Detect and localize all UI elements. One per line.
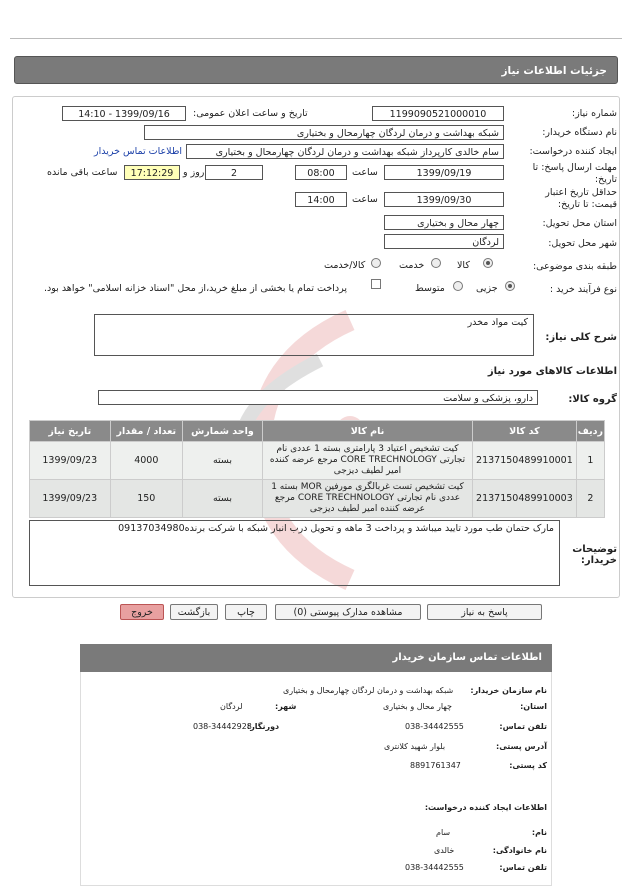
province-label: استان محل تحویل: <box>542 218 617 229</box>
cell-row-num: 1 <box>576 442 604 480</box>
table-header-row <box>30 421 605 442</box>
creator-info-title: اطلاعات ایجاد کننده درخواست: <box>424 803 547 812</box>
summary-field: کیت مواد مخدر <box>94 314 534 356</box>
validity-label-1: حداقل تاریخ اعتبار <box>545 187 617 198</box>
header-code: کد کالا <box>473 421 577 442</box>
goods-group-label: گروه کالا: <box>568 394 617 405</box>
contact-province-label: استان: <box>520 702 547 711</box>
creator-label: ایجاد کننده درخواست: <box>529 146 617 157</box>
process-partial-radio[interactable] <box>505 281 515 291</box>
cell-name: کیت تشخیص اعتیاد 3 پارامتری بسته 1 عددی نام تجارتی CORE TRECHNOLOGY مرجع عرضه کننده امیر لطیف دیزجی <box>262 442 472 480</box>
notes-field: مارک حتمان طب مورد تایید میباشد و پرداخت 3 ماهه و تحویل درب انبار شبکه با شرکت برنده09137034980 <box>29 520 560 586</box>
city-label: شهر محل تحویل: <box>548 238 617 249</box>
buyer-contact-link[interactable]: اطلاعات تماس خریدار <box>94 146 183 157</box>
remaining-time-field: 17:12:29 <box>124 165 180 180</box>
contact-phone-value: 038-34442555 <box>405 722 464 731</box>
category-service-radio[interactable] <box>431 258 441 268</box>
cell-date: 1399/09/23 <box>30 442 111 480</box>
contact-phone-label: تلفن تماس: <box>499 722 547 731</box>
header-name: نام کالا <box>262 421 472 442</box>
need-number-field: 1199090521000010 <box>372 106 504 121</box>
validity-time-field: 14:00 <box>295 192 347 207</box>
creator-field: سام خالدی کارپرداز شبکه بهداشت و درمان لردگان چهارمحال و بختیاری <box>186 144 504 159</box>
contact-address-value: بلوار شهید کلانتری <box>384 742 446 751</box>
goods-group-field: دارو، پزشکی و سلامت <box>98 390 538 405</box>
category-both-radio[interactable] <box>371 258 381 268</box>
reply-date-field: 1399/09/19 <box>384 165 504 180</box>
validity-time-label: ساعت <box>352 194 378 205</box>
cell-date: 1399/09/23 <box>30 480 111 518</box>
announce-field: 1399/09/16 - 14:10 <box>62 106 186 121</box>
days-field: 2 <box>205 165 263 180</box>
cell-name: کیت تشخیص تست غربالگری مورفین MOR بسته 1 عددی نام تجارتی CORE TRECHNOLOGY مرجع عرضه کننده امیر لطیف دیزجی <box>262 480 472 518</box>
back-button[interactable]: بازگشت <box>170 604 218 620</box>
header-date: تاریخ نیاز <box>30 421 111 442</box>
table-row <box>30 480 605 518</box>
cell-code: 2137150489910001 <box>473 442 577 480</box>
cell-unit: بسته <box>183 480 263 518</box>
cell-qty: 150 <box>110 480 183 518</box>
contact-city-label: شهر: <box>275 702 297 711</box>
contact-fax-label: دورنگار: <box>247 722 280 731</box>
process-medium-radio[interactable] <box>453 281 463 291</box>
process-partial-label: جزیی <box>476 283 498 294</box>
category-both-label: کالا/خدمت <box>324 260 366 271</box>
contact-address-label: آدرس پستی: <box>496 742 547 751</box>
top-divider <box>10 38 622 39</box>
contact-org-label: نام سازمان خریدار: <box>470 686 547 695</box>
days-label: روز و <box>183 167 205 178</box>
summary-label: شرح کلی نیاز: <box>545 332 617 343</box>
attachments-button[interactable]: مشاهده مدارک پیوستی (0) <box>275 604 421 620</box>
payment-note: پرداخت تمام یا بخشی از مبلغ خرید،از محل "اسناد خزانه اسلامی" خواهد بود. <box>44 283 347 294</box>
header-row-num: ردیف <box>576 421 604 442</box>
reply-time-label: ساعت <box>352 167 378 178</box>
category-goods-label: کالا <box>457 260 470 271</box>
reply-deadline-label-2: تاریخ: <box>594 174 617 185</box>
cell-row-num: 2 <box>576 480 604 518</box>
process-label: نوع فرآیند خرید : <box>549 284 617 295</box>
reply-time-field: 08:00 <box>295 165 347 180</box>
reply-button[interactable]: پاسخ به نیاز <box>427 604 542 620</box>
buyer-org-label: نام دستگاه خریدار: <box>542 127 617 138</box>
contact-province-value: چهار محال و بختیاری <box>383 702 452 711</box>
city-field: لردگان <box>384 234 504 249</box>
cell-unit: بسته <box>183 442 263 480</box>
category-service-label: خدمت <box>399 260 425 271</box>
notes-label: توضیحات خریدار: <box>572 544 617 566</box>
creator-phone-value: 038-34442555 <box>405 863 464 872</box>
exit-button[interactable]: خروج <box>120 604 164 620</box>
treasury-checkbox[interactable] <box>371 279 381 289</box>
announce-label: تاریخ و ساعت اعلان عمومی: <box>193 108 308 119</box>
contact-card <box>80 644 552 886</box>
goods-info-title: اطلاعات کالاهای مورد نیاز <box>487 366 617 377</box>
need-number-label: شماره نیاز: <box>571 108 617 119</box>
items-table <box>29 420 605 518</box>
province-field: چهار محال و بختیاری <box>384 215 504 230</box>
header-unit: واحد شمارش <box>183 421 263 442</box>
contact-card-title: اطلاعات تماس سازمان خریدار <box>80 644 552 672</box>
creator-family-value: خالدی <box>434 846 455 855</box>
buyer-org-field: شبکه بهداشت و درمان لردگان چهارمحال و بختیاری <box>144 125 504 140</box>
contact-city-value: لردگان <box>220 702 243 711</box>
reply-deadline-label-1: مهلت ارسال پاسخ: تا <box>532 162 617 173</box>
page-header: جزئیات اطلاعات نیاز <box>14 56 618 84</box>
category-goods-radio[interactable] <box>483 258 493 268</box>
table-row <box>30 442 605 480</box>
remaining-label: ساعت باقی مانده <box>47 167 118 178</box>
contact-org-value: شبکه بهداشت و درمان لردگان چهارمحال و بختیاری <box>283 686 454 695</box>
creator-name-value: سام <box>436 828 451 837</box>
contact-postal-label: کد پستی: <box>509 761 547 770</box>
contact-fax-value: 038-34442928 <box>193 722 252 731</box>
cell-code: 2137150489910003 <box>473 480 577 518</box>
validity-date-field: 1399/09/30 <box>384 192 504 207</box>
cell-qty: 4000 <box>110 442 183 480</box>
header-qty: تعداد / مقدار <box>110 421 183 442</box>
creator-family-label: نام خانوادگی: <box>492 846 547 855</box>
process-medium-label: متوسط <box>415 283 445 294</box>
creator-name-label: نام: <box>531 828 547 837</box>
print-button[interactable]: چاپ <box>225 604 267 620</box>
creator-phone-label: تلفن تماس: <box>499 863 547 872</box>
category-label: طبقه بندی موضوعی: <box>532 261 617 272</box>
contact-postal-value: 8891761347 <box>410 761 461 770</box>
validity-label-2: قیمت: تا تاریخ: <box>557 199 617 210</box>
